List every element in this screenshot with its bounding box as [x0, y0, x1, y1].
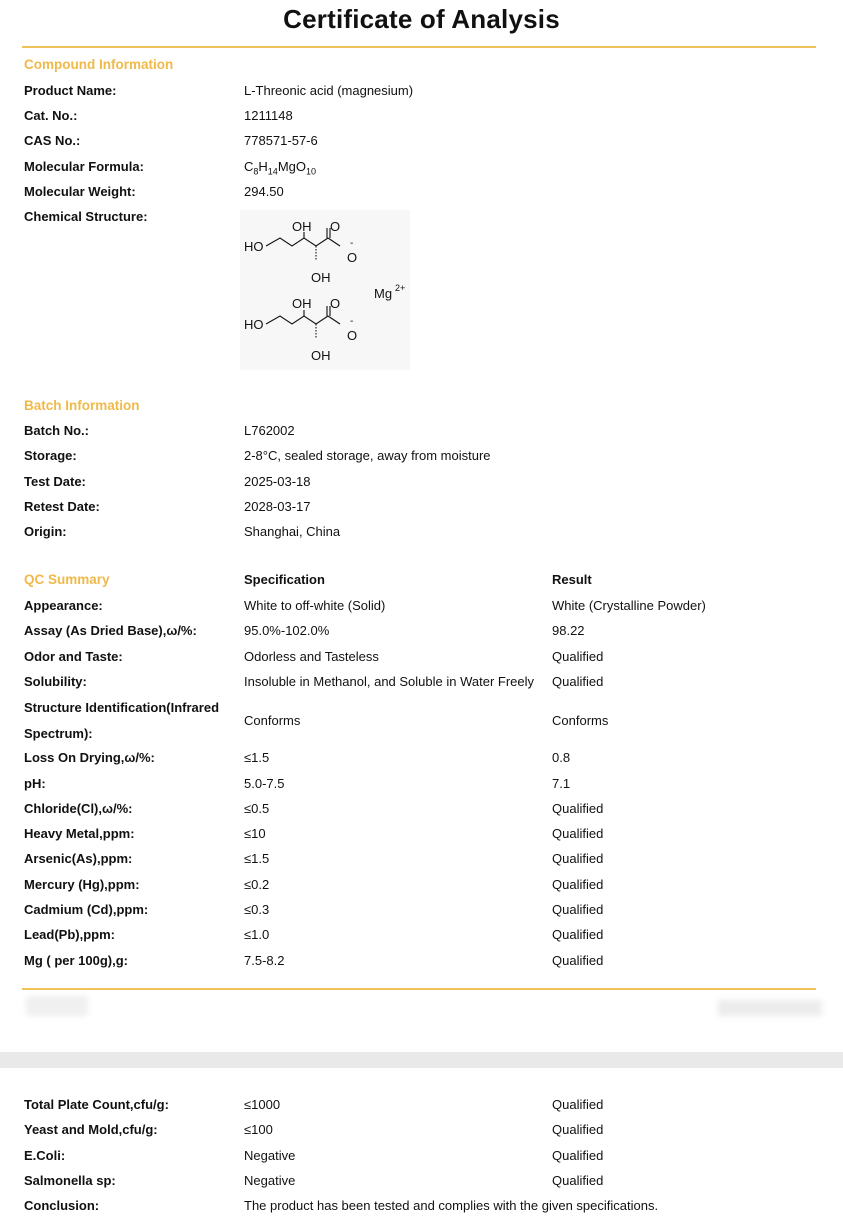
qc-row-chloride	[24, 801, 824, 823]
label: Lead(Pb),ppm:	[24, 927, 115, 942]
spec: 95.0%-102.0%	[244, 623, 330, 638]
result: Conforms	[552, 713, 609, 728]
qc-row-cadmium	[24, 902, 824, 924]
label: Chloride(Cl),ω/%:	[24, 801, 133, 816]
spec: ≤1.5	[244, 750, 270, 765]
micro-row-total-plate-count	[24, 1097, 824, 1119]
result: Qualified	[552, 1173, 604, 1188]
row-chemical-structure	[24, 209, 824, 231]
qc-row-heavy-metal	[24, 826, 824, 848]
specification-header: Specification	[244, 572, 325, 587]
row-storage	[24, 448, 824, 470]
value: 778571-57-6	[244, 133, 318, 148]
qc-row-magnesium	[24, 953, 824, 975]
row-retest-date	[24, 499, 824, 521]
spec: Negative	[244, 1148, 296, 1163]
section-qc-summary: QC Summary	[24, 572, 110, 587]
value: 1211148	[244, 108, 293, 123]
page-title: Certificate of Analysis	[283, 4, 560, 34]
row-molecular-formula	[24, 159, 824, 181]
row-molecular-weight	[24, 184, 824, 206]
micro-row-salmonella	[24, 1173, 824, 1195]
formula-subscript: 14	[267, 166, 278, 177]
qc-row-ph	[24, 776, 824, 798]
qc-row-arsenic	[24, 851, 824, 873]
row-cas-no	[24, 133, 824, 155]
divider-top	[22, 46, 816, 48]
spec: ≤1.0	[244, 927, 270, 942]
result: Qualified	[552, 1122, 604, 1137]
value: L762002	[244, 423, 295, 438]
label: Loss On Drying,ω/%:	[24, 750, 155, 765]
oh-label: OH	[311, 270, 331, 285]
charge-label: -	[350, 238, 354, 249]
label: Chemical Structure:	[24, 209, 148, 224]
result: 7.1	[552, 776, 571, 791]
label: pH:	[24, 776, 46, 791]
label: Odor and Taste:	[24, 649, 123, 664]
result: Qualified	[552, 851, 604, 866]
o-label: O	[330, 219, 341, 234]
label: Mercury (Hg),ppm:	[24, 877, 140, 892]
label: CAS No.:	[24, 133, 81, 148]
oh-label: OH	[292, 219, 312, 234]
o-minus-label: O	[347, 250, 358, 265]
label: Cat. No.:	[24, 108, 78, 123]
spec: ≤0.3	[244, 902, 270, 917]
ho-label: HO	[244, 239, 264, 254]
conclusion-text: The product has been tested and complies with the given specifications.	[244, 1198, 659, 1213]
divider-bottom	[22, 988, 816, 990]
result: Qualified	[552, 902, 604, 917]
value: 2028-03-17	[244, 499, 311, 514]
mg-charge-label: 2+	[395, 283, 406, 293]
label: Molecular Weight:	[24, 184, 136, 199]
qc-row-odor	[24, 649, 824, 671]
label: Salmonella sp:	[24, 1173, 116, 1188]
molecular-formula-value: $C_8H_{14}MgO_{10}$	[244, 159, 316, 177]
formula-subscript: 10	[305, 166, 316, 177]
spec: ≤100	[244, 1122, 273, 1137]
label: Origin:	[24, 524, 67, 539]
label: Solubility:	[24, 674, 87, 689]
spec: 7.5-8.2	[244, 953, 285, 968]
label: Assay (As Dried Base),ω/%:	[24, 623, 197, 638]
structure-svg	[240, 210, 410, 370]
row-test-date	[24, 474, 824, 496]
mg-label: Mg	[374, 286, 393, 301]
label-continued: Spectrum):	[24, 726, 93, 741]
result: 0.8	[552, 750, 571, 765]
spec: ≤0.2	[244, 877, 270, 892]
label: Mg ( per 100g),g:	[24, 953, 129, 968]
result: Qualified	[552, 953, 604, 968]
label: Retest Date:	[24, 499, 100, 514]
qc-row-appearance	[24, 598, 824, 620]
spec: ≤1000	[244, 1097, 281, 1112]
result: Qualified	[552, 801, 604, 816]
qc-row-assay	[24, 623, 824, 645]
spec: White to off-white (Solid)	[244, 598, 386, 613]
chemical-structure-image	[240, 210, 410, 370]
label: Molecular Formula:	[24, 159, 144, 174]
formula-subscript: 8	[253, 166, 259, 177]
qc-row-solubility	[24, 674, 824, 696]
oh-label: OH	[292, 296, 312, 311]
ho-label: HO	[244, 317, 264, 332]
result-header: Result	[552, 572, 592, 587]
value: 2025-03-18	[244, 474, 311, 489]
label: Cadmium (Cd),ppm:	[24, 902, 149, 917]
section-batch-information: Batch Information	[24, 398, 140, 413]
spec: 5.0-7.5	[244, 776, 285, 791]
row-origin	[24, 524, 824, 546]
micro-row-yeast-mold	[24, 1122, 824, 1144]
spec: Negative	[244, 1173, 296, 1188]
label: E.Coli:	[24, 1148, 66, 1163]
qc-row-loss-on-drying	[24, 750, 824, 772]
row-product-name	[24, 83, 824, 105]
conclusion-label: Conclusion:	[24, 1198, 100, 1213]
redacted-area	[718, 1000, 822, 1016]
qc-header-row	[24, 572, 824, 594]
spec: ≤10	[244, 826, 266, 841]
charge-label: -	[350, 316, 354, 327]
section-compound-information: Compound Information	[24, 57, 174, 72]
label: Heavy Metal,ppm:	[24, 826, 135, 841]
value: 2-8°C, sealed storage, away from moisture	[244, 448, 491, 463]
conclusion-row	[24, 1198, 824, 1220]
qc-row-lead	[24, 927, 824, 949]
label: Structure Identification(Infrared	[24, 700, 220, 715]
value: 294.50	[244, 184, 284, 199]
label: Arsenic(As),ppm:	[24, 851, 133, 866]
result: Qualified	[552, 826, 604, 841]
label: Test Date:	[24, 474, 86, 489]
o-minus-label: O	[347, 328, 358, 343]
spec: Insoluble in Methanol, and Soluble in Water Freely	[244, 674, 535, 689]
result: Qualified	[552, 1148, 604, 1163]
value: Shanghai, China	[244, 524, 341, 539]
result: Qualified	[552, 927, 604, 942]
label: Batch No.:	[24, 423, 89, 438]
spec: Conforms	[244, 713, 301, 728]
spec: ≤1.5	[244, 851, 270, 866]
o-label: O	[330, 296, 341, 311]
qc-row-structure-identification	[24, 700, 824, 746]
row-batch-no	[24, 423, 824, 445]
result: 98.22	[552, 623, 585, 638]
label: Yeast and Mold,cfu/g:	[24, 1122, 158, 1137]
result: Qualified	[552, 1097, 604, 1112]
micro-row-ecoli	[24, 1148, 824, 1170]
value: L-Threonic acid (magnesium)	[244, 83, 414, 98]
row-cat-no	[24, 108, 824, 130]
label: Appearance:	[24, 598, 103, 613]
qc-row-mercury	[24, 877, 824, 899]
label: Storage:	[24, 448, 77, 463]
page-break-band	[0, 1052, 843, 1068]
redacted-area	[26, 996, 88, 1016]
spec: Odorless and Tasteless	[244, 649, 379, 664]
result: White (Crystalline Powder)	[552, 598, 706, 613]
label: Product Name:	[24, 83, 117, 98]
result: Qualified	[552, 649, 604, 664]
result: Qualified	[552, 877, 604, 892]
spec: ≤0.5	[244, 801, 270, 816]
result: Qualified	[552, 674, 604, 689]
label: Total Plate Count,cfu/g:	[24, 1097, 169, 1112]
oh-label: OH	[311, 348, 331, 363]
